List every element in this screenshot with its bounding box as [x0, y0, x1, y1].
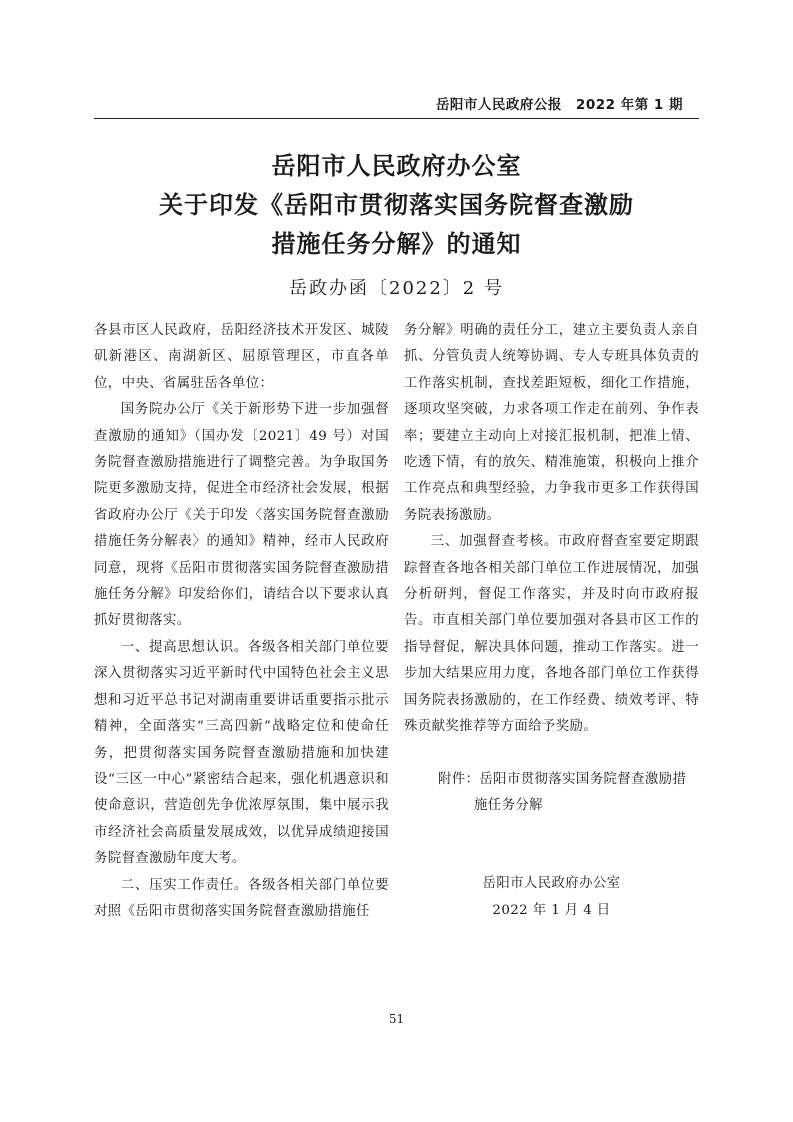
- addressee: 各县市区人民政府，岳阳经济技术开发区、城陵矶新港区、南湖新区、屈原管理区，市直各单位，中央、省属驻岳各单位：: [94, 323, 389, 391]
- attachment-continued: 施任务分解: [474, 797, 543, 813]
- attachment-label: 附件：岳阳市贯彻落实国务院督查激励措: [438, 771, 687, 787]
- document-number: 岳政办函〔2022〕2 号: [289, 278, 504, 299]
- point-3-paragraph: 三、加强督查考核。市政府督查室要定期跟踪督查各地各相关部门单位工作进展情况，加强分析研判，督促工作落实，并及时向市政府报告。市直相关部门单位要加强对各县市区工作的指导督促，解决具体问题，推动工作落实。进一步加大结果应用力度，各地各部门单位工作获得国务院表扬激励的，在工作经费、绩效考评、特殊贡献奖推荐等方面给予奖励。: [404, 534, 699, 735]
- title-line-1: 岳阳市人民政府办公室: [271, 151, 522, 180]
- page-number: 51: [388, 1012, 405, 1026]
- point-1-paragraph: 一、提高思想认识。各级各相关部门单位要深入贯彻落实习近平新时代中国特色社会主义思想和习近平总书记对湖南重要讲话重要指示批示精神，全面落实“三高四新”战略定位和使命任务，把贯彻落实国务院督查激励措施和加快建设“三区一中心”紧密结合起来，强化机遇意识和使命意识，营造创先争优浓厚氛围，集中展示我市经济社会高质量发展成效，以优异成绩迎接国务院督查激励年度大考。: [94, 639, 389, 867]
- point-2-paragraph-continued: 务分解》明确的责任分工，建立主要负责人亲自抓、分管负责人统筹协调、专人专班具体负责的工作落实机制，查找差距短板，细化工作措施，逐项攻坚突破，力求各项工作走在前列、争作表率；要建立主动向上对接汇报机制，把准上情、吃透下情，有的放矢、精准施策，积极向上推介工作亮点和典型经验，力争我市更多工作获得国务院表扬激励。: [404, 323, 699, 523]
- left-column: [94, 318, 389, 925]
- signature-date: 2022 年 1 月 4 日: [492, 902, 611, 918]
- title-line-2: 关于印发《岳阳市贯彻落实国务院督查激励: [159, 190, 634, 219]
- right-column: [404, 318, 699, 924]
- signature-org: 岳阳市人民政府办公室: [482, 876, 621, 892]
- title-line-3: 措施任务分解》的通知: [271, 229, 522, 258]
- intro-paragraph: 国务院办公厅《关于新形势下进一步加强督查激励的通知》（国办发〔2021〕49 号）对国务院督查激励措施进行了调整完善。为争取国务院更多激励支持，促进全市经济社会发展，根据省政府办公厅《关于印发〈落实国务院督查激励措施任务分解表〉的通知》精神，经市人民政府同意，现将《岳阳市贯彻落实国务院督查激励措施任务分解》印发给你们，请结合以下要求认真抓好贯彻落实。: [94, 402, 389, 629]
- point-2-paragraph-start: 二、压实工作责任。各级各相关部门单位要对照《岳阳市贯彻落实国务院督查激励措施任: [94, 877, 389, 919]
- header-rule: [94, 118, 699, 119]
- journal-header: 岳阳市人民政府公报 2022 年第 1 期: [435, 97, 683, 113]
